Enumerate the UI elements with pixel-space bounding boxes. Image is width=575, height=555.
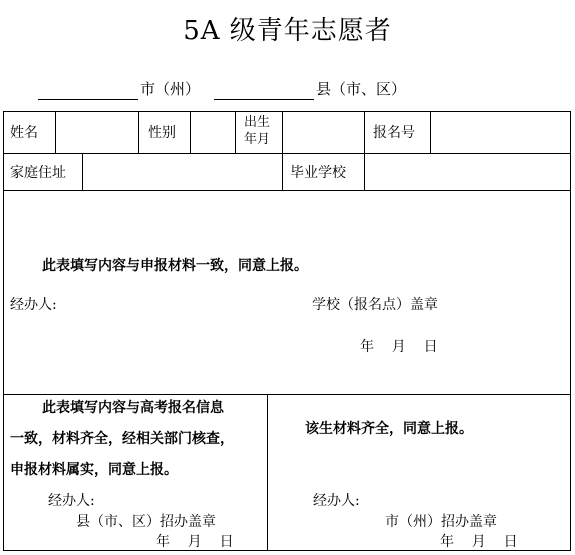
col-divider (138, 111, 139, 153)
regno-input[interactable] (431, 112, 570, 152)
birth-input[interactable] (283, 112, 363, 152)
county-date-label: 年 月 日 (156, 534, 234, 550)
city-stamp-label: 市（州）招办盖章 (385, 514, 497, 530)
address-input[interactable] (83, 154, 281, 189)
county-handler-label: 经办人: (48, 493, 95, 509)
name-label: 姓名 (10, 125, 38, 141)
city-blank-line[interactable] (38, 99, 138, 100)
school-date-label: 年 月 日 (360, 339, 438, 355)
school-handler-label: 经办人: (10, 297, 57, 313)
row-divider (3, 190, 571, 191)
row-divider (3, 394, 571, 395)
school-input[interactable] (365, 154, 570, 189)
county-blank-line[interactable] (214, 99, 314, 100)
city-handler-label: 经办人: (313, 493, 360, 509)
gender-input[interactable] (191, 112, 234, 152)
county-statement-line2: 一致，材料齐全，经相关部门核查， (10, 431, 234, 447)
school-statement: 此表填写内容与申报材料一致，同意上报。 (42, 258, 308, 274)
form-title: 5A 级青年志愿者 (183, 16, 392, 46)
col-divider (267, 394, 268, 551)
gender-label: 性别 (148, 125, 176, 141)
school-label: 毕业学校 (290, 165, 346, 181)
county-statement-line1: 此表填写内容与高考报名信息 (42, 400, 224, 416)
col-divider (235, 111, 236, 153)
city-date-label: 年 月 日 (440, 534, 518, 550)
col-divider (364, 111, 365, 153)
regno-label: 报名号 (373, 125, 415, 141)
address-label: 家庭住址 (10, 165, 66, 181)
city-statement: 该生材料齐全，同意上报。 (305, 421, 473, 437)
county-stamp-label: 县（市、区）招办盖章 (76, 514, 216, 530)
school-stamp-label: 学校（报名点）盖章 (312, 297, 438, 313)
county-label: 县（市、区） (316, 80, 407, 98)
birth-label: 出生 年月 (244, 115, 271, 147)
name-input[interactable] (56, 112, 137, 152)
city-label: 市（州） (140, 80, 201, 98)
county-statement-line3: 申报材料属实，同意上报。 (10, 462, 178, 478)
col-divider (282, 153, 283, 190)
